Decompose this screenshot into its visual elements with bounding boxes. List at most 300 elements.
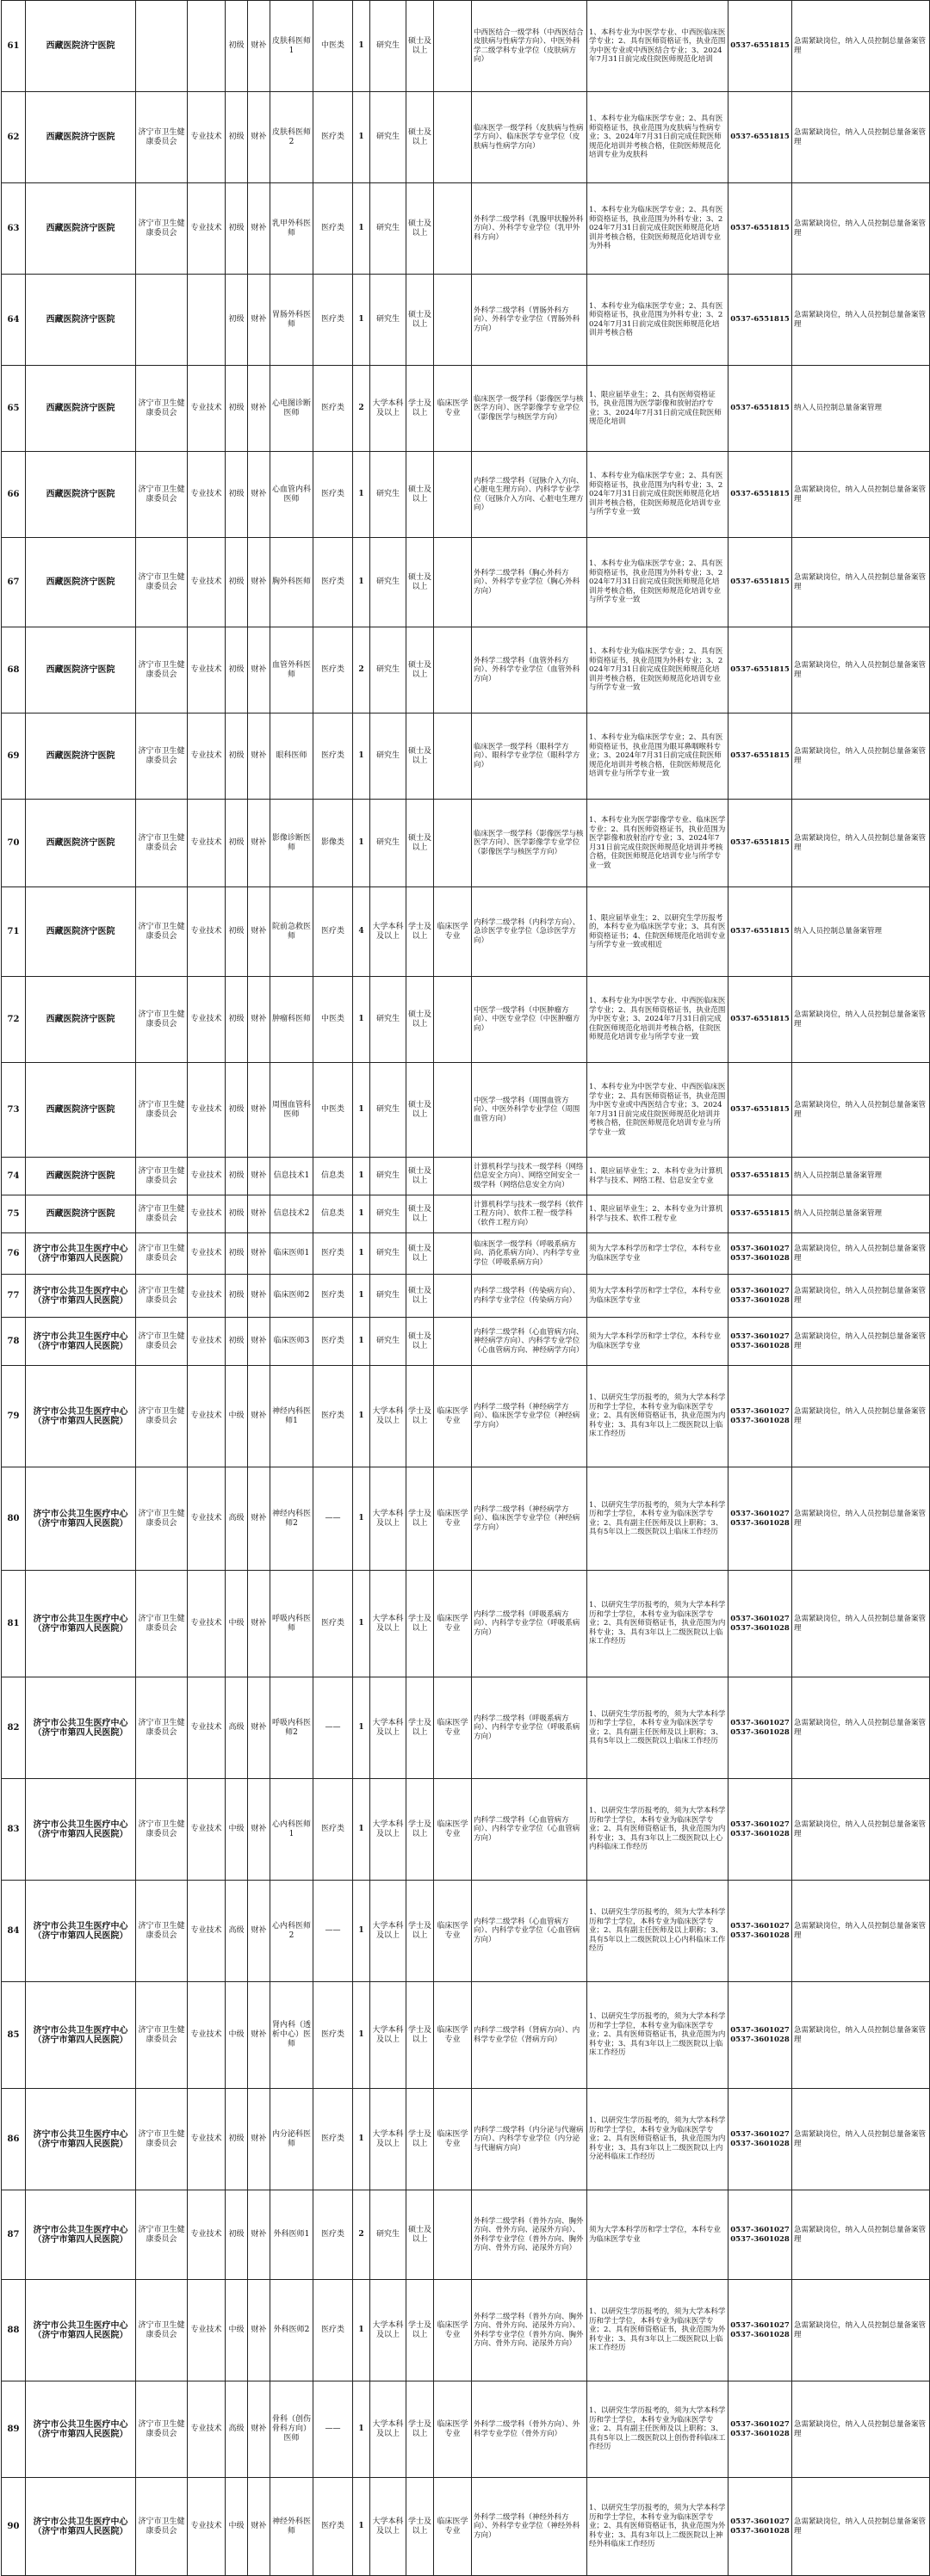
graduate-major: 中医学一级学科（中医肿瘤方向）、中医专业学位（中医肿瘤方向）	[472, 977, 587, 1063]
graduate-major: 计算机科学与技术一级学科（软件工程方向）、软件工程一级学科（软件工程方向）	[472, 1195, 587, 1233]
post-level: 初级	[226, 92, 248, 183]
contact-phone: 0537-6551815	[728, 366, 792, 452]
row-number: 77	[2, 1275, 26, 1318]
remarks: 急需紧缺岗位，纳入人员控制总量备案管理	[792, 627, 930, 713]
post-type: 中医类	[313, 977, 353, 1063]
post-type: 医疗类	[313, 2089, 353, 2190]
post-type: 医疗类	[313, 538, 353, 627]
post-category: 专业技术	[188, 1318, 226, 1366]
post-level: 初级	[226, 1158, 248, 1195]
graduate-major: 外科学二级学科（普外方向、胸外方向、骨外方向、泌尿外方向）、外科学专业学位（普外方向、胸外方向、骨外方向、泌尿外方向）	[472, 2280, 587, 2381]
row-number: 79	[2, 1366, 26, 1467]
post-category: 专业技术	[188, 1571, 226, 1677]
degree-requirement: 学士及以上	[406, 2280, 434, 2381]
remarks: 急需紧缺岗位，纳入人员控制总量备案管理	[792, 1677, 930, 1779]
recruiting-unit: 西藏医院济宁医院	[26, 627, 136, 713]
other-requirements: 1、限应届毕业生；2、本科专业为计算机科学与技术、软件工程专业	[587, 1195, 728, 1233]
degree-requirement: 硕士及以上	[406, 92, 434, 183]
post-type: ——	[313, 2381, 353, 2478]
supervising-department: 济宁市卫生健康委员会	[136, 1366, 188, 1467]
degree-requirement: 硕士及以上	[406, 1158, 434, 1195]
post-category: 专业技术	[188, 1881, 226, 1982]
post-type: ——	[313, 1467, 353, 1571]
graduate-major: 外科学二级学科（胃肠外科方向）、外科学专业学位（胃肠外科方向）	[472, 275, 587, 366]
graduate-major: 外科学二级学科（胸心外科方向）、外科学专业学位（胸心外科方向）	[472, 538, 587, 627]
contact-phone: 0537-6551815	[728, 92, 792, 183]
other-requirements: 1、以研究生学历报考的，须为大学本科学历和学士学位，本科专业为临床医学专业；2、具有副主任医师及以上职称；3、具有5年以上二级医院以上创伤骨科临床工作经历	[587, 2381, 728, 2478]
other-requirements: 须为大学本科学历和学士学位，本科专业为临床医学专业	[587, 1233, 728, 1275]
recruiting-unit: 济宁市公共卫生医疗中心（济宁市第四人民医院）	[26, 2478, 136, 2576]
remarks: 纳入人员控制总量备案管理	[792, 366, 930, 452]
post-name: 心内科医师1	[270, 1779, 313, 1881]
headcount: 1	[353, 92, 370, 183]
graduate-major: 内科学二级学科（传染病方向）、内科学专业学位（传染病方向）	[472, 1275, 587, 1318]
supervising-department: 济宁市卫生健康委员会	[136, 452, 188, 538]
post-type: 医疗类	[313, 2280, 353, 2381]
funding-type: 财补	[248, 1318, 270, 1366]
funding-type: 财补	[248, 1571, 270, 1677]
education-requirement: 研究生	[370, 92, 406, 183]
undergraduate-major: 临床医学专业	[434, 1677, 472, 1779]
post-category: 专业技术	[188, 1677, 226, 1779]
table-row	[2, 627, 930, 713]
remarks: 纳入人员控制总量备案管理	[792, 1195, 930, 1233]
remarks: 急需紧缺岗位，纳入人员控制总量备案管理	[792, 713, 930, 800]
post-category: 专业技术	[188, 1275, 226, 1318]
table-row	[2, 1233, 930, 1275]
row-number: 63	[2, 183, 26, 275]
funding-type: 财补	[248, 1982, 270, 2089]
other-requirements: 1、以研究生学历报考的，须为大学本科学历和学士学位，本科专业为临床医学专业；2、具有副主任医师及以上职称；3、具有5年以上二级医院以上心内科临床工作经历	[587, 1881, 728, 1982]
headcount: 1	[353, 2089, 370, 2190]
supervising-department: 济宁市卫生健康委员会	[136, 1677, 188, 1779]
post-type: 医疗类	[313, 1982, 353, 2089]
post-type: 医疗类	[313, 366, 353, 452]
post-level: 初级	[226, 2089, 248, 2190]
other-requirements: 须为大学本科学历和学士学位，本科专业为临床医学专业	[587, 1275, 728, 1318]
headcount: 1	[353, 1467, 370, 1571]
post-name: 眼科医师	[270, 713, 313, 800]
supervising-department: 济宁市卫生健康委员会	[136, 887, 188, 977]
post-type: 影像类	[313, 800, 353, 887]
supervising-department: 济宁市卫生健康委员会	[136, 1158, 188, 1195]
row-number: 83	[2, 1779, 26, 1881]
headcount: 1	[353, 2381, 370, 2478]
table-row	[2, 92, 930, 183]
post-level: 初级	[226, 713, 248, 800]
undergraduate-major	[434, 1063, 472, 1158]
other-requirements: 1、本科专业为中医学专业、中西医临床医学专业；2、具有医师资格证书，执业范围为中医专业；3、2024年7月31日前完成住院医师规范化培训并考核合格，住院医师规范化培训专业与所学专业一致	[587, 977, 728, 1063]
other-requirements: 1、以研究生学历报考的，须为大学本科学历和学士学位，本科专业为临床医学专业；2、具有医师资格证书，执业范围为内科专业；3、具有3年以上二级医院以上临床工作经历	[587, 1982, 728, 2089]
row-number: 88	[2, 2280, 26, 2381]
post-type: 医疗类	[313, 887, 353, 977]
undergraduate-major: 临床医学专业	[434, 1467, 472, 1571]
headcount: 2	[353, 366, 370, 452]
supervising-department: 济宁市卫生健康委员会	[136, 1063, 188, 1158]
remarks: 急需紧缺岗位，纳入人员控制总量备案管理	[792, 800, 930, 887]
undergraduate-major: 临床医学专业	[434, 2280, 472, 2381]
supervising-department: 济宁市卫生健康委员会	[136, 366, 188, 452]
remarks: 急需紧缺岗位，纳入人员控制总量备案管理	[792, 977, 930, 1063]
post-type: ——	[313, 1677, 353, 1779]
post-level: 中级	[226, 2280, 248, 2381]
post-category: 专业技术	[188, 538, 226, 627]
degree-requirement: 硕士及以上	[406, 1318, 434, 1366]
education-requirement: 研究生	[370, 713, 406, 800]
recruiting-unit: 西藏医院济宁医院	[26, 452, 136, 538]
post-type: 医疗类	[313, 2190, 353, 2280]
contact-phone: 0537-6551815	[728, 1063, 792, 1158]
post-level: 中级	[226, 1779, 248, 1881]
funding-type: 财补	[248, 366, 270, 452]
post-level: 中级	[226, 1571, 248, 1677]
graduate-major: 内科学二级学科（内分泌与代谢病方向）、内科学专业学位（内分泌与代谢病方向）	[472, 2089, 587, 2190]
post-type: 医疗类	[313, 183, 353, 275]
graduate-major: 临床医学一级学科（皮肤病与性病学方向）、临床医学专业学位（皮肤病与性病学方向）	[472, 92, 587, 183]
post-level: 中级	[226, 1366, 248, 1467]
row-number: 70	[2, 800, 26, 887]
degree-requirement: 硕士及以上	[406, 275, 434, 366]
undergraduate-major	[434, 1275, 472, 1318]
funding-type: 财补	[248, 452, 270, 538]
degree-requirement: 硕士及以上	[406, 183, 434, 275]
row-number: 65	[2, 366, 26, 452]
supervising-department: 济宁市卫生健康委员会	[136, 2478, 188, 2576]
undergraduate-major	[434, 1318, 472, 1366]
recruiting-unit: 西藏医院济宁医院	[26, 275, 136, 366]
row-number: 61	[2, 1, 26, 92]
undergraduate-major	[434, 800, 472, 887]
headcount: 2	[353, 2190, 370, 2280]
headcount: 1	[353, 452, 370, 538]
remarks: 急需紧缺岗位，纳入人员控制总量备案管理	[792, 2381, 930, 2478]
recruiting-unit: 西藏医院济宁医院	[26, 1195, 136, 1233]
undergraduate-major: 临床医学专业	[434, 1779, 472, 1881]
post-category: 专业技术	[188, 1233, 226, 1275]
row-number: 85	[2, 1982, 26, 2089]
undergraduate-major	[434, 1158, 472, 1195]
row-number: 64	[2, 275, 26, 366]
undergraduate-major	[434, 538, 472, 627]
other-requirements: 1、本科专业为临床医学专业；2、具有医师资格证书，执业范围为外科专业；3、2024年7月31日前完成住院医师规范化培训并考核合格	[587, 275, 728, 366]
row-number: 67	[2, 538, 26, 627]
contact-phone: 0537-6551815	[728, 1, 792, 92]
graduate-major: 内科学二级学科（呼吸系病方向）、内科学专业学位（呼吸系病方向）	[472, 1677, 587, 1779]
supervising-department: 济宁市卫生健康委员会	[136, 713, 188, 800]
other-requirements: 1、以研究生学历报考的，须为大学本科学历和学士学位，本科专业为临床医学专业；2、具有医师资格证书，执业范围为内科专业；3、具有3年以上二级医院以上临床工作经历	[587, 1571, 728, 1677]
education-requirement: 大学本科及以上	[370, 1779, 406, 1881]
recruiting-unit: 西藏医院济宁医院	[26, 1, 136, 92]
education-requirement: 大学本科及以上	[370, 1467, 406, 1571]
post-type: 医疗类	[313, 627, 353, 713]
table-row	[2, 713, 930, 800]
job-positions-table	[1, 0, 930, 2576]
other-requirements: 1、以研究生学历报考的，须为大学本科学历和学士学位，本科专业为临床医学专业；2、具有医师资格证书，执业范围为外科专业；3、具有3年以上二级医院以上神经外科临床工作经历	[587, 2478, 728, 2576]
post-name: 外科医师1	[270, 2190, 313, 2280]
supervising-department: 济宁市卫生健康委员会	[136, 538, 188, 627]
degree-requirement: 学士及以上	[406, 2381, 434, 2478]
post-category: 专业技术	[188, 183, 226, 275]
other-requirements: 1、本科专业为临床医学专业；2、具有医师资格证书，执业范围为内科专业；3、2024年7月31日前完成住院医师规范化培训并考核合格，住院医师规范化培训专业与所学专业一致	[587, 452, 728, 538]
remarks: 纳入人员控制总量备案管理	[792, 887, 930, 977]
supervising-department: 济宁市卫生健康委员会	[136, 1318, 188, 1366]
other-requirements: 1、本科专业为临床医学专业；2、具有医师资格证书，执业范围为外科专业；3、2024年7月31日前完成住院医师规范化培训并考核合格，住院医师规范化培训专业与所学专业一致	[587, 538, 728, 627]
degree-requirement: 学士及以上	[406, 366, 434, 452]
undergraduate-major: 临床医学专业	[434, 2089, 472, 2190]
post-level: 初级	[226, 977, 248, 1063]
degree-requirement: 硕士及以上	[406, 800, 434, 887]
post-name: 临床医师3	[270, 1318, 313, 1366]
graduate-major: 内科学二级学科（冠脉介入方向、心脏电生理方向）、内科学专业学位（冠脉介入方向、心脏电生理方向）	[472, 452, 587, 538]
post-category: 专业技术	[188, 713, 226, 800]
post-level: 初级	[226, 887, 248, 977]
recruiting-unit: 济宁市公共卫生医疗中心（济宁市第四人民医院）	[26, 1779, 136, 1881]
undergraduate-major	[434, 713, 472, 800]
post-name: 肾内科（透析中心）医师	[270, 1982, 313, 2089]
remarks: 急需紧缺岗位，纳入人员控制总量备案管理	[792, 1366, 930, 1467]
post-category: 专业技术	[188, 887, 226, 977]
headcount: 1	[353, 275, 370, 366]
post-type: 医疗类	[313, 1366, 353, 1467]
other-requirements: 1、以研究生学历报考的，须为大学本科学历和学士学位，本科专业为临床医学专业；2、具有医师资格证书，执业范围为内科专业；3、具有3年以上二级医院以上心内科临床工作经历	[587, 1779, 728, 1881]
post-level: 初级	[226, 275, 248, 366]
headcount: 1	[353, 2280, 370, 2381]
post-type: 医疗类	[313, 92, 353, 183]
contact-phone: 0537-6551815	[728, 1195, 792, 1233]
education-requirement: 研究生	[370, 1063, 406, 1158]
table-row	[2, 1158, 930, 1195]
contact-phone: 0537-6551815	[728, 627, 792, 713]
recruiting-unit: 西藏医院济宁医院	[26, 183, 136, 275]
headcount: 1	[353, 977, 370, 1063]
other-requirements: 1、本科专业为临床医学专业；2、具有医师资格证书，执业范围为外科专业；3、2024年7月31日前完成住院医师规范化培训并考核合格，住院医师规范化培训专业为外科	[587, 183, 728, 275]
undergraduate-major: 临床医学专业	[434, 2381, 472, 2478]
headcount: 1	[353, 1366, 370, 1467]
recruiting-unit: 西藏医院济宁医院	[26, 92, 136, 183]
degree-requirement: 硕士及以上	[406, 713, 434, 800]
degree-requirement: 硕士及以上	[406, 538, 434, 627]
education-requirement: 大学本科及以上	[370, 2089, 406, 2190]
contact-phone: 0537-3601027 0537-3601028	[728, 2478, 792, 2576]
funding-type: 财补	[248, 887, 270, 977]
education-requirement: 研究生	[370, 977, 406, 1063]
table-row	[2, 1063, 930, 1158]
post-name: 神经外科医师	[270, 2478, 313, 2576]
remarks: 急需紧缺岗位，纳入人员控制总量备案管理	[792, 2089, 930, 2190]
remarks: 急需紧缺岗位，纳入人员控制总量备案管理	[792, 1, 930, 92]
graduate-major: 内科学二级学科（神经病学方向）、临床医学专业学位（神经病学方向）	[472, 1366, 587, 1467]
supervising-department: 济宁市卫生健康委员会	[136, 1467, 188, 1571]
education-requirement: 研究生	[370, 800, 406, 887]
recruiting-unit: 济宁市公共卫生医疗中心（济宁市第四人民医院）	[26, 2280, 136, 2381]
graduate-major: 内科学二级学科（内科学方向）、急诊医学专业学位（急诊医学方向）	[472, 887, 587, 977]
funding-type: 财补	[248, 1063, 270, 1158]
post-level: 中级	[226, 1982, 248, 2089]
row-number: 78	[2, 1318, 26, 1366]
contact-phone: 0537-3601027 0537-3601028	[728, 1881, 792, 1982]
table-row	[2, 1318, 930, 1366]
supervising-department: 济宁市卫生健康委员会	[136, 2381, 188, 2478]
education-requirement: 大学本科及以上	[370, 2381, 406, 2478]
funding-type: 财补	[248, 1158, 270, 1195]
degree-requirement: 学士及以上	[406, 1779, 434, 1881]
contact-phone: 0537-6551815	[728, 1158, 792, 1195]
recruiting-unit: 济宁市公共卫生医疗中心（济宁市第四人民医院）	[26, 1318, 136, 1366]
supervising-department: 济宁市卫生健康委员会	[136, 977, 188, 1063]
headcount: 1	[353, 1881, 370, 1982]
remarks: 急需紧缺岗位，纳入人员控制总量备案管理	[792, 1467, 930, 1571]
post-level: 高级	[226, 1467, 248, 1571]
education-requirement: 大学本科及以上	[370, 1366, 406, 1467]
other-requirements: 1、以研究生学历报考的，须为大学本科学历和学士学位，本科专业为临床医学专业；2、具有医师资格证书，执业范围为外科专业；3、具有3年以上二级医院以上临床工作经历	[587, 2280, 728, 2381]
post-category: 专业技术	[188, 1063, 226, 1158]
headcount: 1	[353, 538, 370, 627]
post-level: 初级	[226, 2190, 248, 2280]
post-category	[188, 1, 226, 92]
other-requirements: 1、以研究生学历报考的，须为大学本科学历和学士学位，本科专业为临床医学专业；2、具有副主任医师及以上职称；3、具有5年以上二级医院以上临床工作经历	[587, 1677, 728, 1779]
contact-phone: 0537-3601027 0537-3601028	[728, 2381, 792, 2478]
table-row	[2, 2381, 930, 2478]
post-name: 呼吸内科医师2	[270, 1677, 313, 1779]
education-requirement: 大学本科及以上	[370, 2478, 406, 2576]
graduate-major: 内科学二级学科（呼吸系病方向）、内科学专业学位（呼吸系病方向）	[472, 1571, 587, 1677]
row-number: 89	[2, 2381, 26, 2478]
post-category: 专业技术	[188, 1158, 226, 1195]
contact-phone: 0537-3601027 0537-3601028	[728, 1677, 792, 1779]
remarks: 急需紧缺岗位，纳入人员控制总量备案管理	[792, 538, 930, 627]
remarks: 急需紧缺岗位，纳入人员控制总量备案管理	[792, 2190, 930, 2280]
post-name: 皮肤科医师1	[270, 1, 313, 92]
education-requirement: 大学本科及以上	[370, 1571, 406, 1677]
degree-requirement: 学士及以上	[406, 1677, 434, 1779]
table-row	[2, 2280, 930, 2381]
degree-requirement: 硕士及以上	[406, 1, 434, 92]
undergraduate-major	[434, 92, 472, 183]
supervising-department: 济宁市卫生健康委员会	[136, 92, 188, 183]
supervising-department: 济宁市卫生健康委员会	[136, 2190, 188, 2280]
funding-type: 财补	[248, 183, 270, 275]
undergraduate-major: 临床医学专业	[434, 1982, 472, 2089]
remarks: 急需紧缺岗位，纳入人员控制总量备案管理	[792, 1982, 930, 2089]
recruiting-unit: 西藏医院济宁医院	[26, 1158, 136, 1195]
education-requirement: 研究生	[370, 1233, 406, 1275]
post-level: 初级	[226, 800, 248, 887]
funding-type: 财补	[248, 627, 270, 713]
row-number: 74	[2, 1158, 26, 1195]
other-requirements: 须为大学本科学历和学士学位，本科专业为临床医学专业	[587, 2190, 728, 2280]
table-row	[2, 1982, 930, 2089]
row-number: 80	[2, 1467, 26, 1571]
contact-phone: 0537-6551815	[728, 452, 792, 538]
undergraduate-major: 临床医学专业	[434, 366, 472, 452]
supervising-department: 济宁市卫生健康委员会	[136, 627, 188, 713]
post-type: 医疗类	[313, 2478, 353, 2576]
post-category: 专业技术	[188, 2190, 226, 2280]
education-requirement: 研究生	[370, 1158, 406, 1195]
graduate-major: 外科学二级学科（普外方向、胸外方向、骨外方向、泌尿外方向）、外科学专业学位（普外方向、胸外方向、骨外方向、泌尿外方向）	[472, 2190, 587, 2280]
other-requirements: 1、以研究生学历报考的，须为大学本科学历和学士学位，本科专业为临床医学专业；2、具有副主任医师及以上职称；3、具有5年以上二级医院以上临床工作经历	[587, 1467, 728, 1571]
supervising-department: 济宁市卫生健康委员会	[136, 1982, 188, 2089]
post-level: 初级	[226, 183, 248, 275]
funding-type: 财补	[248, 713, 270, 800]
post-name: 肿瘤科医师	[270, 977, 313, 1063]
post-name: 心电图诊断医师	[270, 366, 313, 452]
recruiting-unit: 西藏医院济宁医院	[26, 713, 136, 800]
table-row	[2, 275, 930, 366]
table-row	[2, 800, 930, 887]
undergraduate-major	[434, 275, 472, 366]
recruiting-unit: 西藏医院济宁医院	[26, 887, 136, 977]
undergraduate-major	[434, 1195, 472, 1233]
headcount: 1	[353, 1318, 370, 1366]
post-level: 初级	[226, 452, 248, 538]
headcount: 1	[353, 2478, 370, 2576]
headcount: 1	[353, 713, 370, 800]
headcount: 1	[353, 1195, 370, 1233]
graduate-major: 临床医学一级学科（呼吸系病方向、消化系病方向）、内科学专业学位（呼吸系病方向）	[472, 1233, 587, 1275]
education-requirement: 研究生	[370, 183, 406, 275]
contact-phone: 0537-3601027 0537-3601028	[728, 1571, 792, 1677]
funding-type: 财补	[248, 538, 270, 627]
post-type: 医疗类	[313, 1233, 353, 1275]
recruiting-unit: 西藏医院济宁医院	[26, 977, 136, 1063]
undergraduate-major	[434, 1233, 472, 1275]
other-requirements: 1、限应届毕业生；2、本科专业为计算机科学与技术、网络工程、信息安全专业	[587, 1158, 728, 1195]
post-name: 内分泌科医师	[270, 2089, 313, 2190]
recruiting-unit: 济宁市公共卫生医疗中心（济宁市第四人民医院）	[26, 1275, 136, 1318]
remarks: 纳入人员控制总量备案管理	[792, 1158, 930, 1195]
post-level: 初级	[226, 1275, 248, 1318]
recruiting-unit: 西藏医院济宁医院	[26, 1063, 136, 1158]
undergraduate-major: 临床医学专业	[434, 887, 472, 977]
graduate-major: 内科学二级学科（心血管病方向）、内科学专业学位（心血管病方向）	[472, 1779, 587, 1881]
degree-requirement: 硕士及以上	[406, 452, 434, 538]
undergraduate-major: 临床医学专业	[434, 1366, 472, 1467]
remarks: 急需紧缺岗位，纳入人员控制总量备案管理	[792, 1881, 930, 1982]
post-name: 临床医师1	[270, 1233, 313, 1275]
post-name: 乳甲外科医师	[270, 183, 313, 275]
recruiting-unit: 济宁市公共卫生医疗中心（济宁市第四人民医院）	[26, 1233, 136, 1275]
other-requirements: 须为大学本科学历和学士学位，本科专业为临床医学专业	[587, 1318, 728, 1366]
remarks: 急需紧缺岗位，纳入人员控制总量备案管理	[792, 1063, 930, 1158]
degree-requirement: 硕士及以上	[406, 1233, 434, 1275]
other-requirements: 1、本科专业为临床医学专业；2、具有医师资格证书，执业范围为皮肤病与性病专业；3、2024年7月31日前完成住院医师规范化培训并考核合格，住院医师规范化培训专业为皮肤科	[587, 92, 728, 183]
headcount: 1	[353, 1779, 370, 1881]
post-level: 高级	[226, 1881, 248, 1982]
contact-phone: 0537-3601027 0537-3601028	[728, 2089, 792, 2190]
recruiting-unit: 济宁市公共卫生医疗中心（济宁市第四人民医院）	[26, 1571, 136, 1677]
funding-type: 财补	[248, 1, 270, 92]
post-category: 专业技术	[188, 1467, 226, 1571]
row-number: 71	[2, 887, 26, 977]
education-requirement: 研究生	[370, 1, 406, 92]
undergraduate-major	[434, 627, 472, 713]
post-type: ——	[313, 1881, 353, 1982]
other-requirements: 1、以研究生学历报考的，须为大学本科学历和学士学位，本科专业为临床医学专业；2、具有医师资格证书，执业范围为内科专业；3、具有3年以上二级医院以上内分泌科临床工作经历	[587, 2089, 728, 2190]
remarks: 急需紧缺岗位，纳入人员控制总量备案管理	[792, 1571, 930, 1677]
contact-phone: 0537-3601027 0537-3601028	[728, 1982, 792, 2089]
remarks: 急需紧缺岗位，纳入人员控制总量备案管理	[792, 452, 930, 538]
table-row	[2, 2478, 930, 2576]
graduate-major: 外科学二级学科（血管外科方向）、外科学专业学位（血管外科方向）	[472, 627, 587, 713]
degree-requirement: 硕士及以上	[406, 627, 434, 713]
post-category: 专业技术	[188, 1982, 226, 2089]
post-level: 初级	[226, 1318, 248, 1366]
degree-requirement: 学士及以上	[406, 1366, 434, 1467]
funding-type: 财补	[248, 2478, 270, 2576]
row-number: 76	[2, 1233, 26, 1275]
undergraduate-major	[434, 1, 472, 92]
